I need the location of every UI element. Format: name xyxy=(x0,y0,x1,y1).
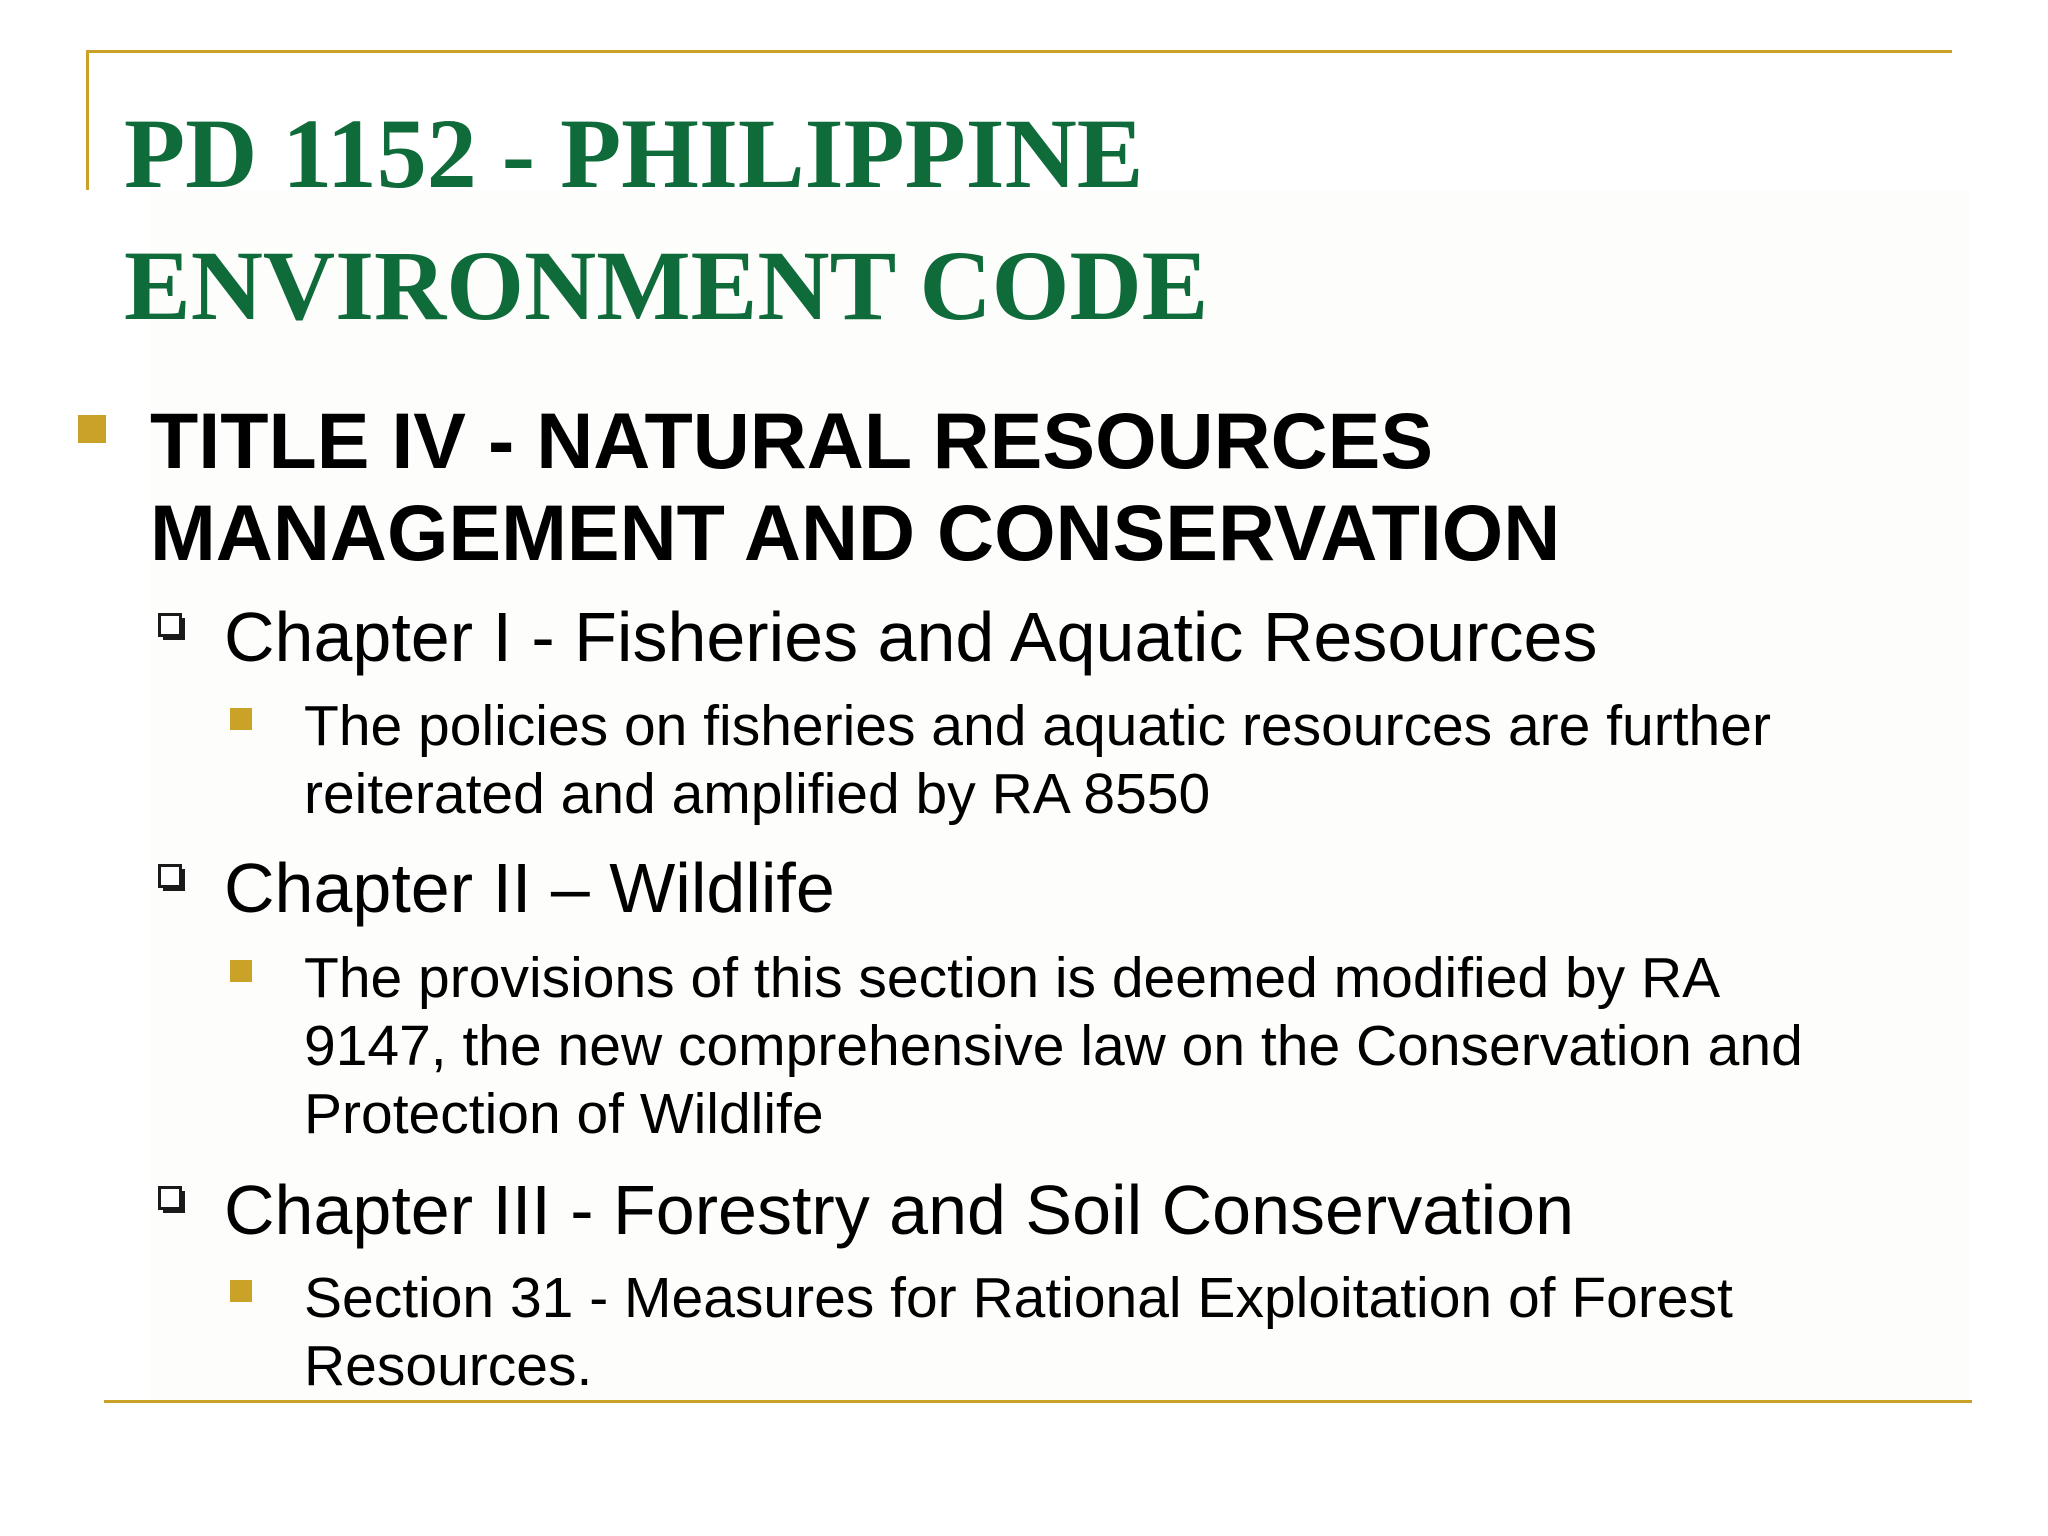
slide-title xyxy=(124,88,1208,352)
chapter-3-label: Chapter III - Forestry and Soil Conservation xyxy=(224,1171,1575,1249)
title-iv-heading-line-2: MANAGEMENT AND CONSERVATION xyxy=(150,488,1561,577)
chapter-1-label: Chapter I - Fisheries and Aquatic Resources xyxy=(224,598,1598,676)
chapter-3-detail-line-2: Resources. xyxy=(304,1334,593,1398)
title-iv-heading xyxy=(150,395,1560,579)
chapter-1-detail-line-1: The policies on fisheries and aquatic resources are further xyxy=(304,694,1771,758)
box-bullet-icon xyxy=(158,613,182,637)
square-bullet-icon xyxy=(230,708,252,730)
chapter-1-detail-line-2: reiterated and amplified by RA 8550 xyxy=(304,762,1211,826)
chapter-2-detail-line-2: 9147, the new comprehensive law on the Conservation and xyxy=(304,1014,1803,1078)
chapter-2-detail-line-3: Protection of Wildlife xyxy=(304,1082,824,1146)
chapter-2-detail-line-1: The provisions of this section is deemed modified by RA xyxy=(304,946,1721,1010)
chapter-1-detail xyxy=(304,692,1771,828)
square-bullet-icon xyxy=(230,960,252,982)
chapter-2-label: Chapter II – Wildlife xyxy=(224,849,835,927)
slide-title-line-1: PD 1152 - PHILIPPINE xyxy=(124,98,1144,209)
frame-bottom-line xyxy=(104,1400,1972,1403)
box-bullet-icon xyxy=(158,1186,182,1210)
box-bullet-icon xyxy=(158,864,182,888)
frame-top-line xyxy=(86,50,1952,53)
chapter-2-detail xyxy=(304,944,1803,1148)
title-iv-heading-line-1: TITLE IV - NATURAL RESOURCES xyxy=(150,396,1434,485)
frame-left-line xyxy=(86,50,89,190)
square-bullet-icon xyxy=(78,415,106,443)
slide-title-line-2: ENVIRONMENT CODE xyxy=(124,230,1209,341)
square-bullet-icon xyxy=(230,1280,252,1302)
chapter-3-detail xyxy=(304,1264,1733,1400)
chapter-3-detail-line-1: Section 31 - Measures for Rational Exploitation of Forest xyxy=(304,1266,1733,1330)
